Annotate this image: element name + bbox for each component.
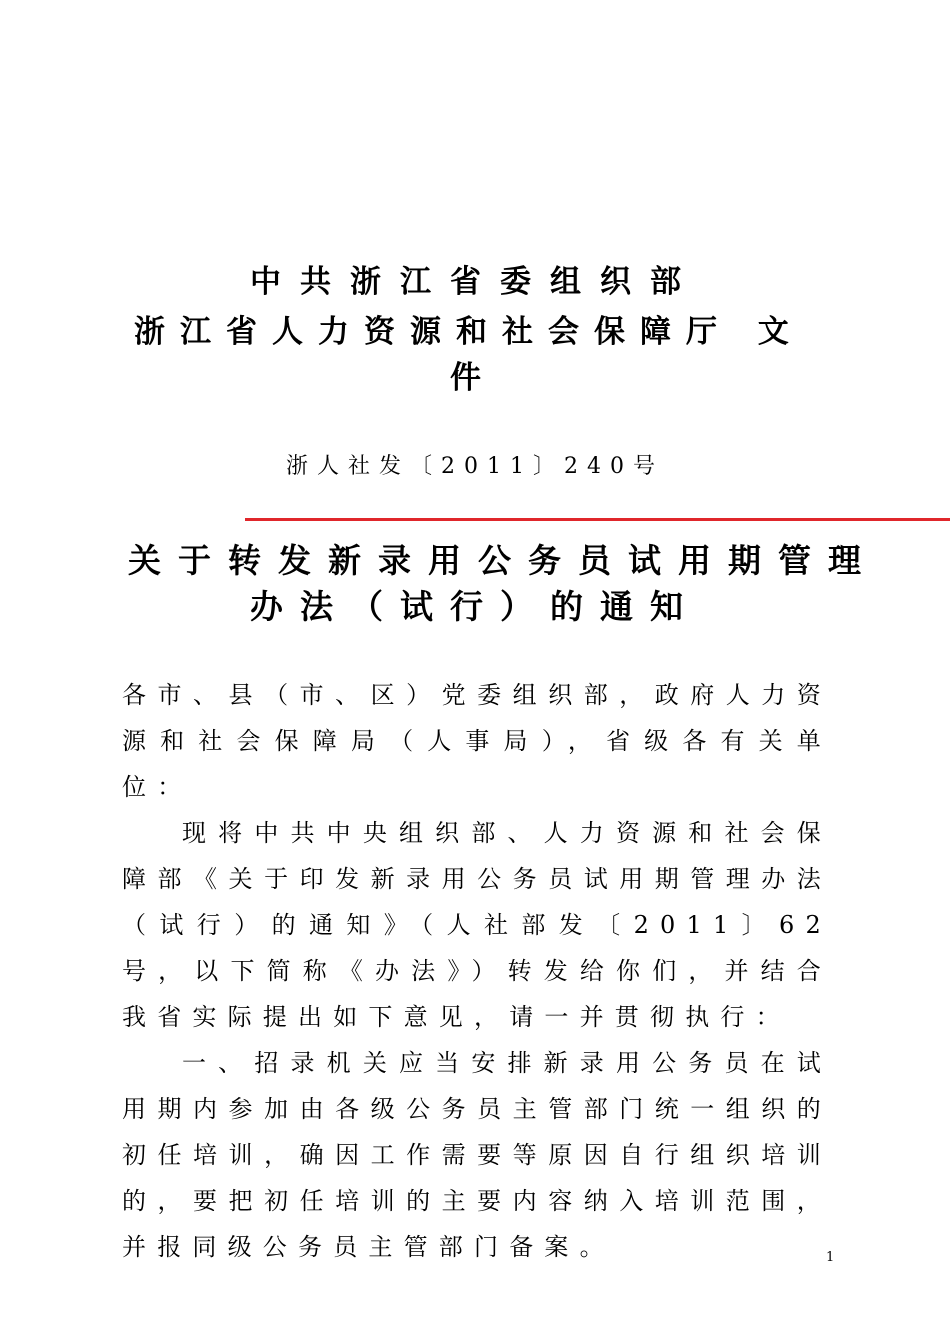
page-number: 1: [826, 1250, 835, 1265]
document-title-line-1: 关于转发新录用公务员试用期管理: [128, 541, 878, 580]
paragraph-2: 一、招录机关应当安排新录用公务员在试用期内参加由各级公务员主管部门统一组织的初任培训，确因工作需要等原因自行组织培训的，要把初任培训的主要内容纳入培训范围，并报同级公务员主管部门备案。: [122, 1049, 832, 1261]
red-divider: [245, 518, 950, 521]
document-number: 浙人社发〔2011〕240号: [286, 454, 664, 479]
document-title-line-2: 办法（试行）的通知: [250, 587, 700, 626]
issuer-line-1: 中共浙江省委组织部: [250, 264, 700, 300]
issuer-line-3: 件: [450, 360, 500, 396]
salutation: 各市、县（市、区）党委组织部，政府人力资源和社会保障局（人事局），省级各有关单位：: [122, 681, 832, 801]
paragraph-1: 现将中共中央组织部、人力资源和社会保障部《关于印发新录用公务员试用期管理办法（试行）的通知》（人社部发〔2011〕62号，以下简称《办法》）转发给你们，并结合我省实际提出如下意见，请一并贯彻执行：: [122, 819, 832, 1031]
issuer-line-2: 浙江省人力资源和社会保障厅 文: [134, 314, 804, 350]
document-body: [122, 672, 835, 1270]
